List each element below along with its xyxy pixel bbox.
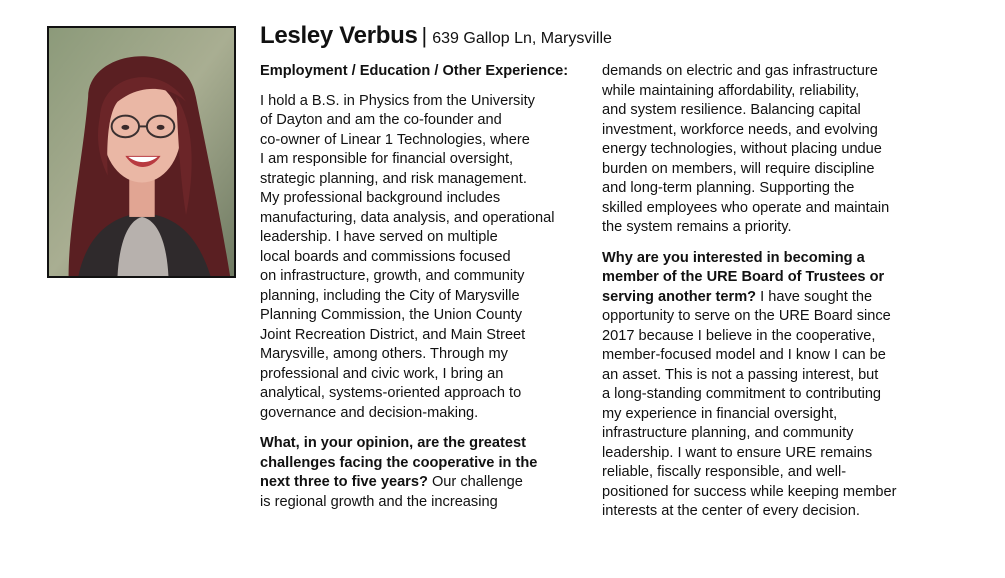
text-line: leadership. I have served on multiple bbox=[260, 229, 498, 245]
text-line: my experience in financial oversight, bbox=[602, 405, 838, 422]
text-line: planning, including the City of Marysville bbox=[260, 287, 520, 304]
text-line: analytical, systems-oriented approach to bbox=[260, 385, 522, 401]
text-line: Marysville, among others. Through my bbox=[260, 346, 508, 362]
text-line: positioned for success while keeping member bbox=[602, 483, 897, 500]
challenges-question-line: challenges facing the cooperative in the bbox=[260, 454, 538, 471]
text-line: Planning Commission, the Union County bbox=[260, 307, 523, 323]
text-line: interests at the center of every decision. bbox=[602, 503, 860, 519]
text-line: while maintaining affordability, reliability, bbox=[602, 82, 860, 99]
challenges-question-line: next three to five years? bbox=[260, 474, 428, 490]
text-line: reliable, fiscally responsible, and well- bbox=[602, 464, 847, 480]
interest-answer-start: I have sought the bbox=[756, 288, 873, 305]
text-line: strategic planning, and risk management. bbox=[260, 170, 527, 187]
text-line: 2017 because I believe in the cooperative, bbox=[602, 327, 876, 344]
text-line: the system remains a priority. bbox=[602, 219, 792, 235]
header-separator: | bbox=[421, 23, 428, 48]
text-line: energy technologies, without placing undue bbox=[602, 141, 882, 157]
portrait-image bbox=[49, 28, 234, 276]
challenges-answer-start: Our challenge bbox=[427, 474, 523, 490]
text-line: and system resilience. Balancing capital bbox=[602, 102, 861, 118]
challenges-answer-continued bbox=[602, 62, 942, 238]
text-line: investment, workforce needs, and evolving bbox=[602, 121, 878, 138]
text-line: member-focused model and I know I can be bbox=[602, 347, 886, 363]
text-line: I hold a B.S. in Physics from the University bbox=[260, 92, 535, 109]
text-line: governance and decision-making. bbox=[260, 404, 479, 421]
challenges-question-line: What, in your opinion, are the greatest bbox=[260, 435, 526, 451]
text-line: manufacturing, data analysis, and operational bbox=[260, 209, 555, 226]
employment-body bbox=[260, 92, 595, 424]
interest-question-line: serving another term? bbox=[602, 288, 757, 305]
text-line: skilled employees who operate and maintain bbox=[602, 199, 890, 216]
column-right bbox=[602, 62, 942, 522]
text-line: of Dayton and am the co-founder and bbox=[260, 112, 502, 128]
text-line: professional and civic work, I bring an bbox=[260, 365, 504, 382]
interest-section bbox=[602, 249, 942, 522]
text-line: co-owner of Linear 1 Technologies, where bbox=[260, 131, 530, 148]
text-line: and long-term planning. Supporting the bbox=[602, 180, 855, 196]
text-line: is regional growth and the increasing bbox=[260, 493, 498, 510]
text-line: demands on electric and gas infrastructure bbox=[602, 63, 878, 79]
candidate-name: Lesley Verbus bbox=[260, 22, 418, 49]
text-line: local boards and commissions focused bbox=[260, 248, 511, 265]
challenges-section bbox=[260, 434, 595, 512]
employment-heading: Employment / Education / Other Experience: bbox=[260, 63, 569, 79]
text-line: a long-standing commitment to contributing bbox=[602, 386, 882, 402]
text-line: opportunity to serve on the URE Board since bbox=[602, 308, 891, 324]
interest-question-line: Why are you interested in becoming a bbox=[602, 249, 865, 266]
text-line: I am responsible for financial oversight, bbox=[260, 151, 514, 167]
interest-question-line: member of the URE Board of Trustees or bbox=[602, 269, 885, 285]
text-line: leadership. I want to ensure URE remains bbox=[602, 444, 873, 461]
text-line: My professional background includes bbox=[260, 190, 501, 206]
text-line: on infrastructure, growth, and community bbox=[260, 268, 525, 284]
text-line: burden on members, will require discipline bbox=[602, 160, 875, 177]
candidate-photo bbox=[47, 26, 236, 278]
candidate-header bbox=[260, 22, 612, 50]
candidate-address: 639 Gallop Ln, Marysville bbox=[432, 30, 612, 47]
text-line: an asset. This is not a passing interest, but bbox=[602, 366, 879, 383]
text-line: Joint Recreation District, and Main Street bbox=[260, 326, 526, 343]
text-line: infrastructure planning, and community bbox=[602, 425, 854, 441]
column-left bbox=[260, 62, 595, 512]
